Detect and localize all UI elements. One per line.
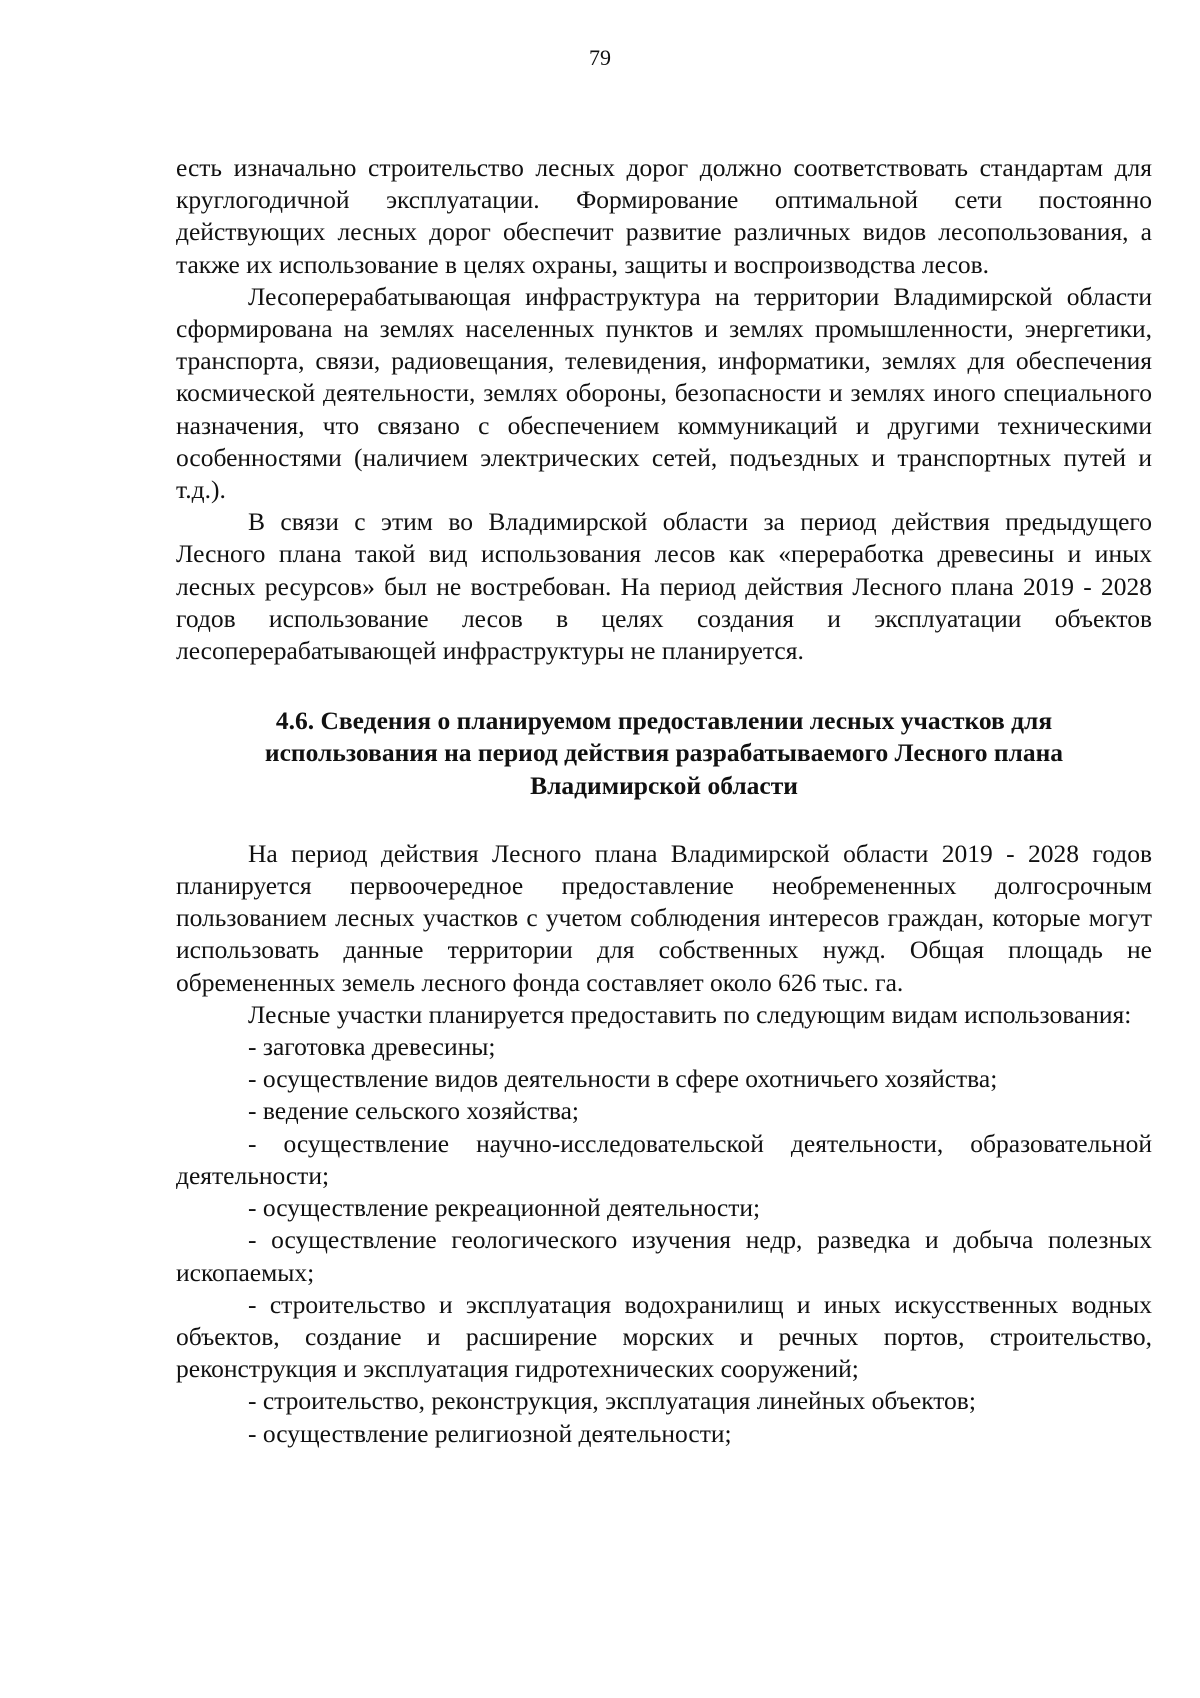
list-item: - осуществление научно-исследовательской деятельности, образовательной деятельности; — [176, 1128, 1152, 1190]
continuation-paragraph: есть изначально строительство лесных дорог должно соответствовать стандартам для круглогодичной эксплуатации. Формирование оптимальной сети постоянно действующих лесных дорог обеспечит развитие различных видов лесопользования, а также их использование в целях охраны, защиты и воспроизводства лесов. — [176, 153, 1152, 279]
paragraph-infrastructure: Лесоперерабатывающая инфраструктура на территории Владимирской области сформирована на землях населенных пунктов и землях промышленности, энергетики, транспорта, связи, радиовещания, телевидения, информатики, землях для обеспечения космической деятельности, землях обороны, безопасности и землях иного специального назначения, что связано с обеспечением коммуникаций и другими техническими особенностями (наличием электрических сетей, подъездных и транспортных путей и т.д.). — [176, 281, 1152, 505]
paragraph-usage-intro: Лесные участки планируется предоставить по следующим видам использования: — [248, 999, 1132, 1029]
section-heading: 4.6. Сведения о планируемом предоставлении лесных участков для использования на период действия разрабатываемого Лесного плана Владимирской области — [264, 706, 1064, 800]
list-item: - строительство, реконструкция, эксплуатация линейных объектов; — [248, 1386, 976, 1416]
page-number: 79 — [589, 45, 611, 70]
list-item: - заготовка древесины; — [248, 1032, 496, 1062]
usage-list — [176, 1031, 1152, 1450]
list-item: - осуществление геологического изучения недр, разведка и добыча полезных ископаемых; — [176, 1225, 1152, 1287]
paragraph-not-planned: В связи с этим во Владимирской области за период действия предыдущего Лесного плана такой вид использования лесов как «переработка древесины и иных лесных ресурсов» был не востребован. На период действия Лесного плана 2019 - 2028 годов использование лесов в целях создания и эксплуатации объектов лесоперерабатывающей инфраструктуры не планируется. — [176, 507, 1152, 666]
list-item: - осуществление религиозной деятельности; — [248, 1418, 732, 1448]
list-item: - ведение сельского хозяйства; — [248, 1096, 579, 1126]
document-body — [176, 152, 1152, 1450]
list-item: - осуществление видов деятельности в сфере охотничьего хозяйства; — [248, 1064, 998, 1094]
list-item: - строительство и эксплуатация водохранилищ и иных искусственных водных объектов, создание и расширение морских и речных портов, строительство, реконструкция и эксплуатация гидротехнических сооружений; — [176, 1289, 1152, 1384]
paragraph-provision-period: На период действия Лесного плана Владимирской области 2019 - 2028 годов планируется первоочередное предоставление необремененных долгосрочным пользованием лесных участков с учетом соблюдения интересов граждан, которые могут использовать данные территории для собственных нужд. Общая площадь не обремененных земель лесного фонда составляет около 626 тыс. га. — [176, 838, 1152, 997]
list-item: - осуществление рекреационной деятельности; — [248, 1193, 761, 1223]
